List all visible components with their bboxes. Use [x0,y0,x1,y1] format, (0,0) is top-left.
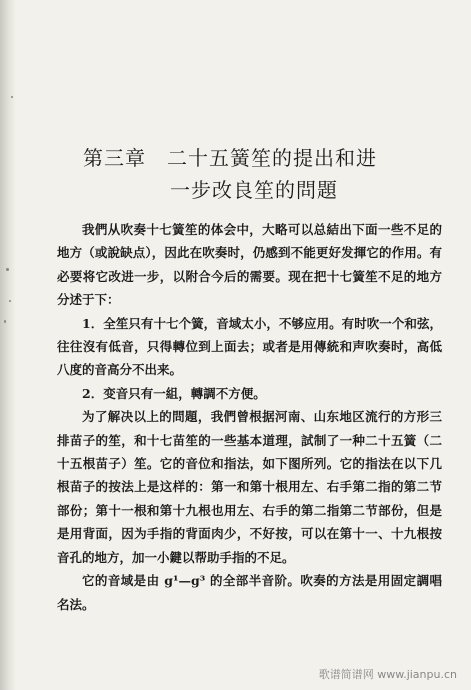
paragraph-point-1: 1．全笙只有十七个簧，音域太小，不够应用。有时吹一个和弦，往往沒有低音，只得轉位到上面去；或者是用傳統和声吹奏时，高低八度的音高分不出来。 [57,315,442,378]
site-watermark: 歌谱简谱网 www.jianpu.cn [318,668,457,681]
chapter-title-line-2: 一步改良笙的問題 [170,178,338,202]
paragraph-point-2: 2．变音只有一組，轉調不方便。 [82,385,266,401]
scan-speck [6,268,9,271]
scan-speck [9,300,11,302]
chapter-title-line-1: 第三章 二十五簧笙的提出和进 [83,146,377,170]
scan-speck [11,96,13,98]
paragraph-intro: 我們从吹奏十七簧笙的体会中，大略可以总結出下面一些不足的地方（或說缺点），因此在吹奏时，仍感到不能更好发揮它的作用。有必要将它改进一步，以附合今后的需要。现在把十七簧笙不足的地方分述于下： [57,222,442,308]
scan-speck [4,320,6,323]
book-spine-shadow [0,0,16,690]
body-text [57,218,442,616]
paragraph-range: 它的音域是由 g¹—g³ 的全部半音阶。吹奏的方法是用固定調唱名法。 [57,573,442,612]
paragraph-solution: 为了解决以上的問題，我們曾根据河南、山东地区流行的方形三排苗子的笙，和十七苗笙的一些基本道理，試制了一种二十五簧（二十五根苗子）笙。它的音位和指法，如下图所列。它的指法在以下几根苗子的按法上是这样的：第一和第十根用左、右手第二指的第二节部份；第十一根和第十九根也用左、右手的第二指第二节部份，但是是用背面，因为手指的背面肉少，不好按，可以在第十一、十九根按音孔的地方，加一小鍵以帮助手指的不足。 [57,409,442,565]
